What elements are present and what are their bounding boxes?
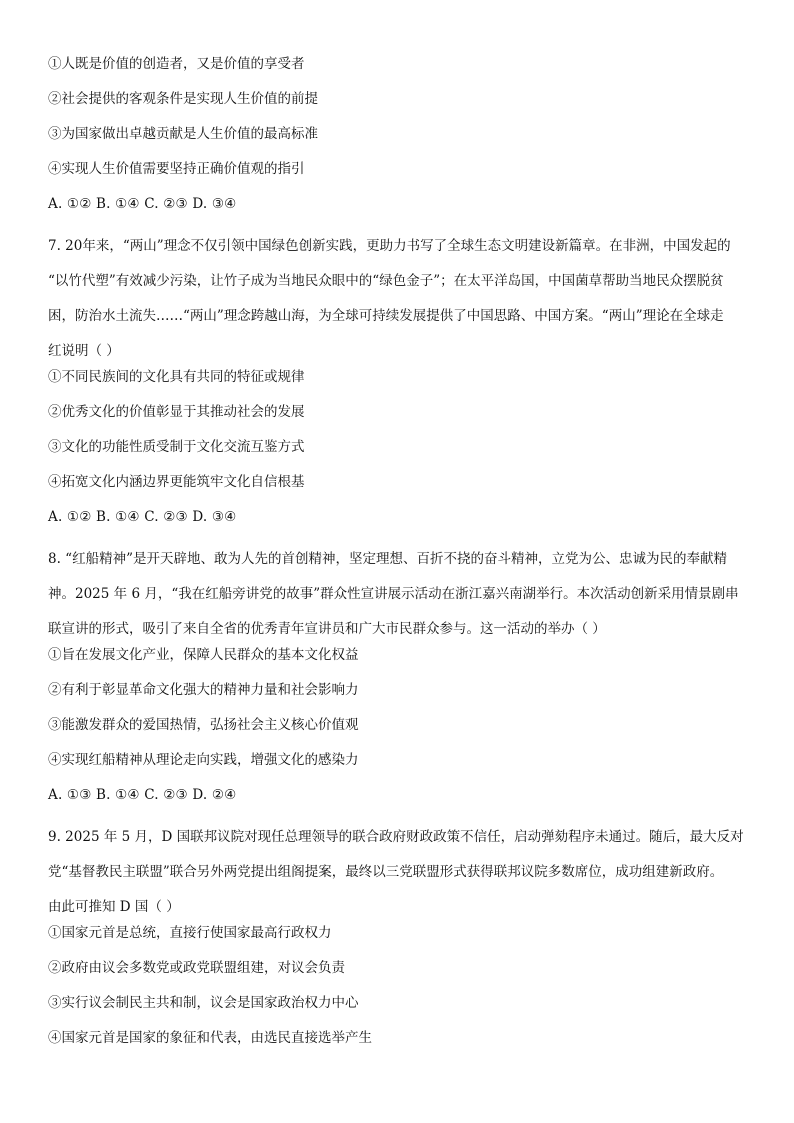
q9-option-1: ①国家元首是总统，直接行使国家最高行政权力 [48,925,332,941]
q7-option-3: ③文化的功能性质受制于文化交流互鉴方式 [48,439,305,455]
q7-option-2: ②优秀文化的价值彰显于其推动社会的发展 [48,404,305,420]
q8-stem [48,542,748,647]
q6-option-2: ②社会提供的客观条件是实现人生价值的前提 [48,91,318,107]
q9-block [48,820,748,1048]
q7-stem-line-2: “以竹代塑”有效减少污染，让竹子成为当地民众眼中的“绿色金子”；在太平洋岛国，中国菌草帮助当地民众摆脱贫 [48,273,724,289]
q9-stem-line-2: 党“基督教民主联盟”联合另外两党提出组阁提案，最终以三党联盟形式获得联邦议院多数席位，成功组建新政府。 [48,864,724,880]
q7-option-1: ①不同民族间的文化具有共同的特征或规律 [48,369,305,385]
q8-answer-choices: A. ①③ B. ①④ C. ②③ D. ②④ [48,787,237,803]
q9-stem-line-1: 9. 2025 年 5 月，D 国联邦议院对现任总理领导的联合政府财政政策不信任，启动弹劾程序未通过。随后，最大反对 [48,829,744,845]
q9-stem [48,820,748,925]
q7-stem-line-1: 7. 20年来，“两山”理念不仅引领中国绿色创新实践，更助力书写了全球生态文明建设新篇章。在非洲，中国发起的 [48,238,731,254]
q8-stem-line-1: 8. “红船精神”是开天辟地、敢为人先的首创精神，坚定理想、百折不挠的奋斗精神，立党为公、忠诚为民的奉献精 [48,551,727,567]
q6-answer-choices: A. ①② B. ①④ C. ②③ D. ③④ [48,196,237,212]
q7-answer-choices: A. ①② B. ①④ C. ②③ D. ③④ [48,509,237,525]
q6-option-4: ④实现人生价值需要坚持正确价值观的指引 [48,161,305,177]
q9-option-3: ③实行议会制民主共和制，议会是国家政治权力中心 [48,995,359,1011]
q6-option-3: ③为国家做出卓越贡献是人生价值的最高标准 [48,126,318,142]
q9-option-4: ④国家元首是国家的象征和代表，由选民直接选举产生 [48,1030,372,1046]
q7-block [48,229,748,527]
q7-stem-line-3: 困，防治水土流失……“两山”理念跨越山海，为全球可持续发展提供了中国思路、中国方案。“两山”理论在全球走 [48,308,724,324]
q8-option-3: ③能激发群众的爱国热情，弘扬社会主义核心价值观 [48,717,359,733]
q8-option-2: ②有利于彰显革命文化强大的精神力量和社会影响力 [48,682,359,698]
q8-stem-line-3: 联宣讲的形式，吸引了来自全省的优秀青年宣讲员和广大市民群众参与。这一活动的举办（ ） [48,621,606,637]
q9-stem-line-3: 由此可推知 D 国（ ） [48,899,180,915]
q6-option-1: ①人既是价值的创造者，又是价值的享受者 [48,56,305,72]
q9-option-2: ②政府由议会多数党或政党联盟组建，对议会负责 [48,960,345,976]
q7-stem [48,229,748,369]
q8-option-1: ①旨在发展文化产业，保障人民群众的基本文化权益 [48,647,359,663]
q8-option-4: ④实现红船精神从理论走向实践，增强文化的感染力 [48,752,359,768]
q8-stem-line-2: 神。2025 年 6 月，“我在红船旁讲党的故事”群众性宣讲展示活动在浙江嘉兴南湖举行。本次活动创新采用情景剧串 [48,586,739,602]
q7-stem-line-4: 红说明（ ） [48,343,120,359]
q7-option-4: ④拓宽文化内涵边界更能筑牢文化自信根基 [48,474,305,490]
q8-block [48,542,748,805]
q6-block [48,54,748,214]
